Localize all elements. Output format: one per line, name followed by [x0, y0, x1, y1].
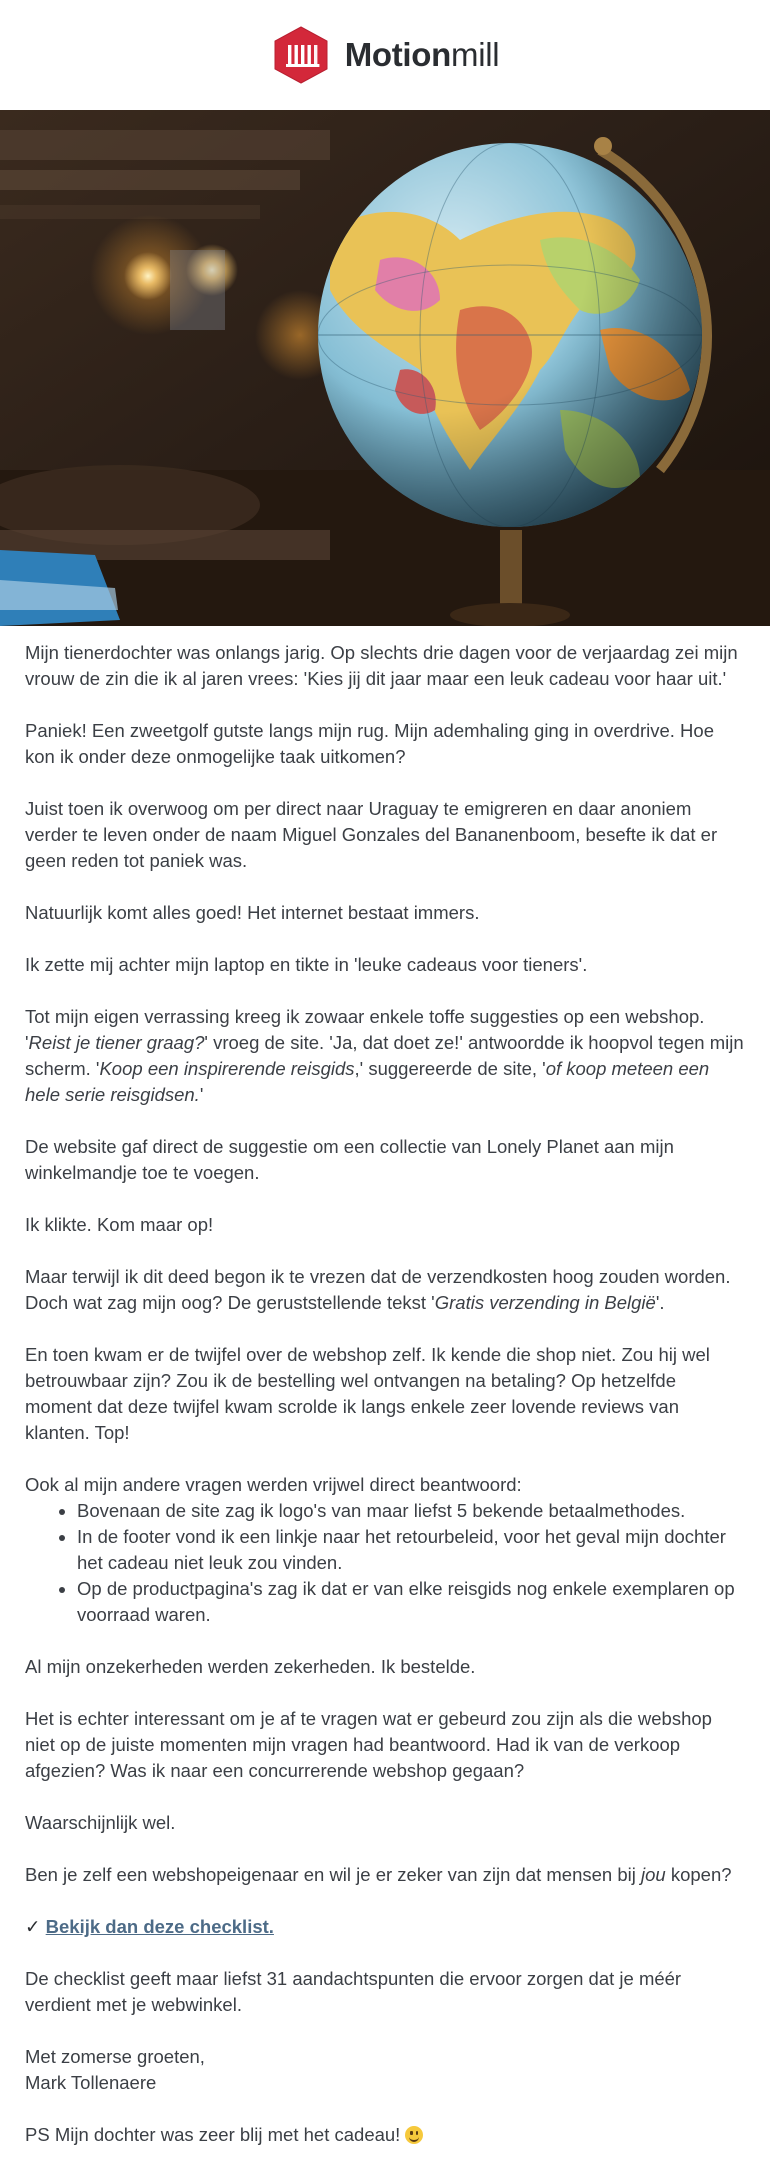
paragraph: Waarschijnlijk wel. — [25, 1812, 176, 1833]
paragraph: De website gaf direct de suggestie om een collectie van Lonely Planet aan mijn winkelmandje toe te voegen. — [25, 1136, 674, 1183]
signature: Mark Tollenaere — [25, 2072, 157, 2093]
paragraph: Ben je zelf een webshopeigenaar en wil je er zeker van zijn dat mensen bij jou kopen? — [25, 1864, 732, 1885]
hero-globe-image — [0, 110, 770, 626]
checklist-cta — [25, 1914, 745, 1940]
email-body — [0, 626, 770, 2148]
list-item: • In de footer vond ik een linkje naar het retourbeleid, voor het geval mijn dochter het cadeau niet leuk zou vinden. — [77, 1524, 745, 1576]
bullet-list — [25, 1498, 745, 1628]
check-icon: ✓ — [25, 1916, 41, 1937]
postscript: PS Mijn dochter was zeer blij met het cadeau! — [25, 2122, 745, 2148]
paragraph: Het is echter interessant om je af te vragen wat er gebeurd zou zijn als die webshop niet op de juiste momenten mijn vragen had beantwoord. Had ik van de verkoop afgezien? Was ik naar een concurrerende webshop gegaan? — [25, 1708, 712, 1781]
checklist-link[interactable]: Bekijk dan deze checklist. — [45, 1916, 274, 1937]
brand-name: Motionmill — [344, 36, 500, 73]
paragraph: En toen kwam er de twijfel over de webshop zelf. Ik kende die shop niet. Zou hij wel betrouwbaar zijn? Zou ik de bestelling wel ontvangen na betaling? Op hetzelfde moment dat deze twijfel kwam scrolde ik langs enkele zeer lovende reviews van klanten. Top! — [25, 1344, 710, 1443]
motionmill-logo-icon — [271, 25, 331, 85]
email-header — [0, 0, 770, 110]
paragraph: Al mijn onzekerheden werden zekerheden. Ik bestelde. — [25, 1656, 476, 1677]
paragraph: De checklist geeft maar liefst 31 aandachtspunten die ervoor zorgen dat je méér verdient met je webwinkel. — [25, 1968, 682, 2015]
paragraph: Natuurlijk komt alles goed! Het internet bestaat immers. — [25, 902, 480, 923]
sign-off — [25, 2044, 745, 2096]
paragraph: Tot mijn eigen verrassing kreeg ik zowaar enkele toffe suggesties op een webshop. 'Reist je tiener graag?' vroeg de site. 'Ja, dat doet ze!' antwoordde ik hoopvol tegen mijn scherm. 'Koop een inspirerende reisgids,' suggereerde de site, 'of koop meteen een hele serie reisgidsen.' — [25, 1006, 744, 1105]
paragraph: Ik zette mij achter mijn laptop en tikte in 'leuke cadeaus voor tieners'. — [25, 954, 588, 975]
paragraph: Mijn tienerdochter was onlangs jarig. Op slechts drie dagen voor de verjaardag zei mijn vrouw de zin die ik al jaren vrees: 'Kies jij dit jaar maar een leuk cadeau voor haar uit.' — [25, 642, 738, 689]
paragraph: Juist toen ik overwoog om per direct naar Uraguay te emigreren en daar anoniem verder te leven onder de naam Miguel Gonzales del Bananenboom, besefte ik dat er geen reden tot paniek was. — [25, 798, 718, 871]
list-item: • Bovenaan de site zag ik logo's van maar liefst 5 bekende betaalmethodes. — [77, 1498, 745, 1524]
paragraph: Ook al mijn andere vragen werden vrijwel direct beantwoord: — [25, 1474, 522, 1495]
paragraph: Maar terwijl ik dit deed begon ik te vrezen dat de verzendkosten hoog zouden worden. Doch wat zag mijn oog? De geruststellende tekst 'Gratis verzending in België'. — [25, 1266, 731, 1313]
paragraph: Paniek! Een zweetgolf gutste langs mijn rug. Mijn ademhaling ging in overdrive. Hoe kon ik onder deze onmogelijke taak uitkomen? — [25, 720, 714, 767]
paragraph: Ik klikte. Kom maar op! — [25, 1214, 214, 1235]
smiley-emoji-icon — [405, 2126, 423, 2144]
list-item: • Op de productpagina's zag ik dat er van elke reisgids nog enkele exemplaren op voorraad waren. — [77, 1576, 745, 1628]
greeting: Met zomerse groeten, — [25, 2046, 205, 2067]
brand-logo[interactable] — [271, 25, 500, 85]
